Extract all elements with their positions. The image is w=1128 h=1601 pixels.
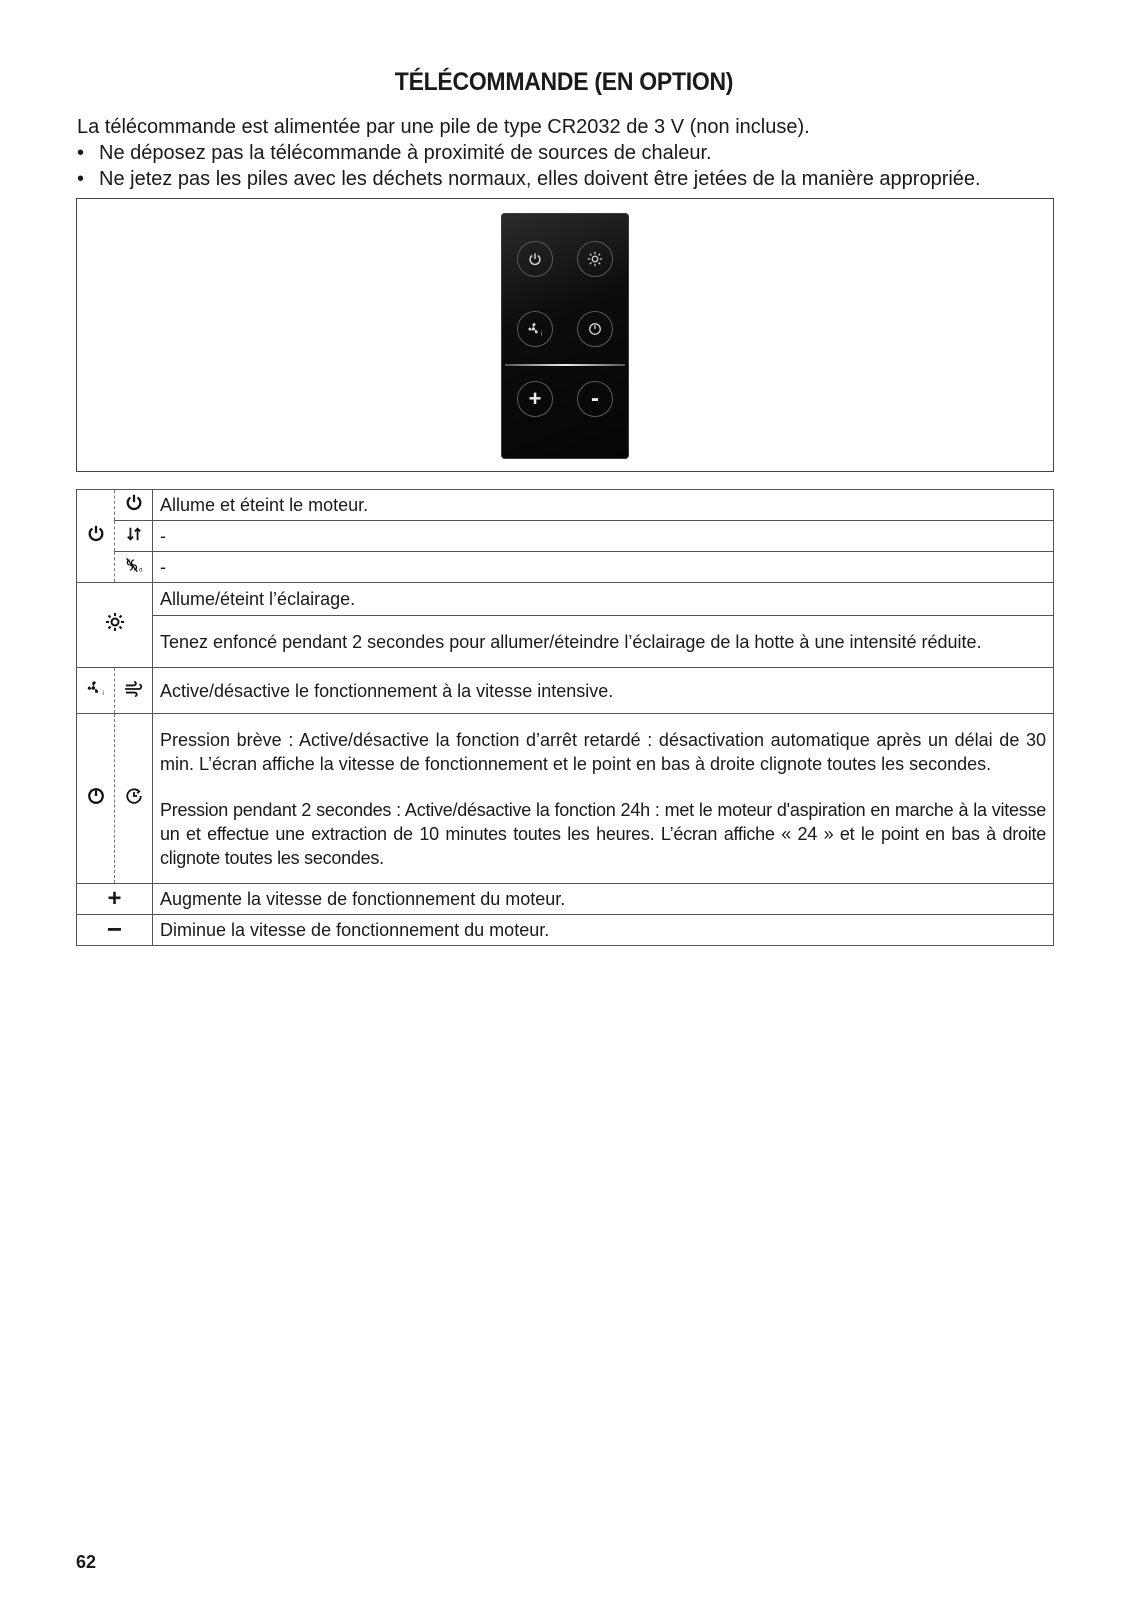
fan-subscript: i (540, 331, 543, 337)
bullet-symbol: • (77, 142, 85, 164)
power-text: Allume et éteint le moteur. (153, 490, 1054, 521)
timer-description (153, 714, 1054, 884)
power-group-icon-cell (77, 490, 115, 583)
boost-fan-icon-cell (115, 668, 153, 714)
updown-text: - (153, 521, 1054, 552)
minus-icon-cell (77, 915, 153, 946)
bullet-item (77, 166, 981, 192)
remote-figure (76, 198, 1054, 472)
remote-minus-button (577, 381, 613, 417)
remote-plus-button (517, 381, 553, 417)
table-row (77, 668, 1054, 714)
clock-24h-icon (125, 787, 143, 805)
intensive-text: Active/désactive le fonctionnement à la vitesse intensive. (153, 668, 1054, 714)
fan-intensive-icon-cell (77, 668, 115, 714)
timer-text-2: Pression pendant 2 secondes : Active/désactive la fonction 24h : met le moteur d'aspiration en marche à la vitesse un et effectue une extraction de 10 minutes toutes les heures. L’écran affiche « 24 » et le point en bas à droite clignote toutes les secondes. (160, 799, 1046, 868)
plus-icon-cell (77, 884, 153, 915)
timer-text-1: Pression brève : Active/désactive la fonction d’arrêt retardé : désactivation automatique après un délai de 30 min. L’écran affiche la vitesse de fonctionnement et le point en bas à droite clignote toutes les secondes. (160, 729, 1046, 774)
minus-text: Diminue la vitesse de fonctionnement du moteur. (153, 915, 1054, 946)
fan-intensive-icon (85, 679, 107, 697)
timer-icon (87, 787, 105, 805)
timer-icon-cell (77, 714, 115, 884)
bullet-symbol: • (77, 168, 85, 190)
crossed-fan-subscript: o (138, 567, 143, 573)
remote-divider (505, 364, 625, 366)
power-icon (125, 493, 143, 511)
minus-icon: − (106, 913, 123, 944)
crossed-fan-icon (124, 557, 144, 573)
button-function-table (76, 489, 1054, 946)
minus-icon: - (591, 385, 599, 412)
table-row (77, 490, 1054, 521)
table-row (77, 884, 1054, 915)
crossed-fan-icon-cell (115, 552, 153, 583)
table-row (77, 915, 1054, 946)
light-text-2: Tenez enfoncé pendant 2 secondes pour allumer/éteindre l’éclairage de la hotte à une intensité réduite. (153, 616, 1054, 668)
bullet-text: Ne déposez pas la télécommande à proximité de sources de chaleur. (99, 142, 712, 164)
page-title: TÉLÉCOMMANDE (EN OPTION) (394, 68, 734, 96)
timer-icon (588, 322, 602, 336)
light-icon-cell (77, 583, 153, 668)
light-icon (105, 612, 125, 632)
table-row (77, 521, 1054, 552)
updown-icon-cell (115, 521, 153, 552)
light-icon (587, 251, 603, 267)
bullet-item (77, 140, 712, 166)
table-row (77, 552, 1054, 583)
remote-light-button (577, 241, 613, 277)
boost-fan-icon (123, 681, 145, 697)
power-icon-cell (115, 490, 153, 521)
clock-icon-cell (115, 714, 153, 884)
table-row (77, 583, 1054, 616)
page-number: 62 (76, 1552, 97, 1572)
remote-fan-button (517, 311, 553, 347)
table-row (77, 714, 1054, 884)
bullet-text: Ne jetez pas les piles avec les déchets normaux, elles doivent être jetées de la manière appropriée. (99, 168, 981, 190)
power-icon (87, 524, 105, 542)
plus-icon: + (107, 884, 122, 912)
crossed-fan-text: - (153, 552, 1054, 583)
fan-subscript: i (101, 689, 104, 697)
power-icon (528, 252, 542, 266)
plus-icon: + (528, 386, 542, 411)
remote-timer-button (577, 311, 613, 347)
updown-arrows-icon (125, 526, 143, 542)
remote-control-illustration (501, 213, 629, 459)
light-text-1: Allume/éteint l’éclairage. (153, 583, 1054, 616)
table-row (77, 616, 1054, 668)
fan-intensive-icon (526, 321, 544, 337)
remote-power-button (517, 241, 553, 277)
plus-text: Augmente la vitesse de fonctionnement du moteur. (153, 884, 1054, 915)
intro-text: La télécommande est alimentée par une pile de type CR2032 de 3 V (non incluse). (77, 116, 810, 138)
